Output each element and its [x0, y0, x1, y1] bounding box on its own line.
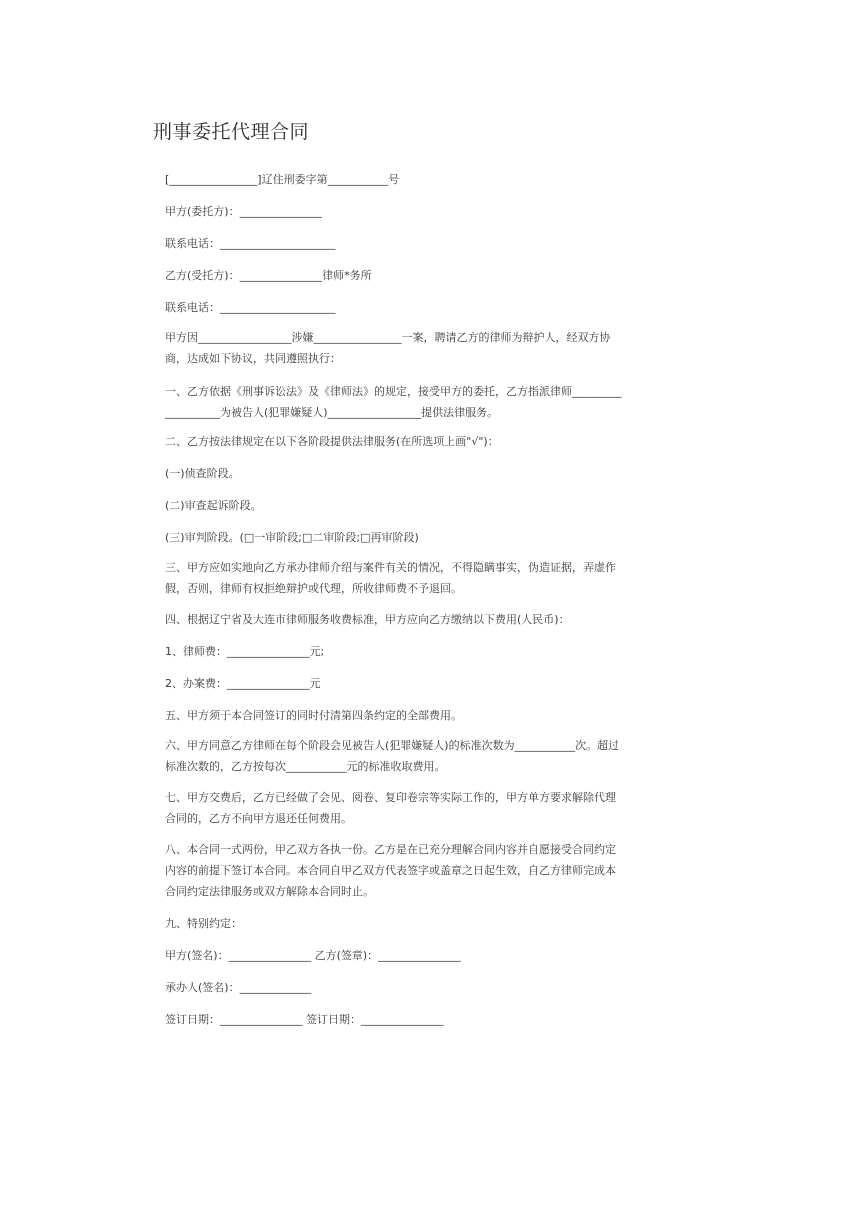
party-a-phone-line: 联系电话：_____________________ — [165, 237, 336, 250]
clause-3-paragraph: 三、甲方应如实地向乙方承办律师介绍与案件有关的情况，不得隐瞒事实，伪造证据，弄虚作假，否则，律师有权拒绝辩护或代理，所收律师费不予退回。 — [165, 561, 616, 595]
clause-6-paragraph: 六、甲方同意乙方律师在每个阶段会见被告人(犯罪嫌疑人)的标准次数为___________次。超过标准次数的，乙方按每次___________元的标准收取费用。 — [165, 739, 620, 773]
signing-dates-line: 签订日期：_______________ 签订日期：_______________ — [165, 1013, 444, 1026]
fee-1-line: 1、律师费：_______________元; — [165, 645, 325, 658]
clause-5-paragraph: 五、甲方须于本合同签订的同时付清第四条约定的全部费用。 — [165, 709, 462, 722]
stage-2-line: (二)审查起诉阶段。 — [165, 499, 262, 512]
fee-2-line: 2、办案费：_______________元 — [165, 677, 321, 690]
stage-1-line: (一)侦查阶段。 — [165, 467, 240, 480]
party-b-phone-line: 联系电话：_____________________ — [165, 301, 336, 314]
handler-signature-line: 承办人(签名)：_____________ — [165, 981, 312, 994]
document-title: 刑事委托代理合同 — [153, 121, 310, 143]
case-number-line: [________________]辽住刑委字第___________号 — [165, 173, 400, 186]
stage-3-line: (三)审判阶段。(□一审阶段;□二审阶段;□再审阶段) — [165, 531, 419, 544]
clause-7-paragraph: 七、甲方交费后，乙方已经做了会见、阅卷、复印卷宗等实际工作的，甲方单方要求解除代理合同的，乙方不向甲方退还任何费用。 — [165, 791, 616, 825]
clause-9-line: 九、特别约定： — [165, 917, 242, 930]
clause-1-paragraph: 一、乙方依据《刑事诉讼法》及《律师法》的规定，接受甲方的委托，乙方指派律师___________________为被告人(犯罪嫌疑人)_________________提供法律服务。 — [165, 385, 622, 419]
clause-4-paragraph: 四、根据辽宁省及大连市律师服务收费标准，甲方应向乙方缴纳以下费用(人民币)： — [165, 613, 570, 626]
party-a-line: 甲方(委托方)：_______________ — [165, 205, 323, 218]
clause-8-paragraph: 八、本合同一式两份，甲乙双方各执一份。乙方是在已充分理解合同内容并自愿接受合同约定内容的前提下签订本合同。本合同自甲乙双方代表签字或盖章之日起生效，自乙方律师完成本合同约定法律服务或双方解除本合同时止。 — [165, 843, 616, 898]
clause-2-paragraph: 二、乙方按法律规定在以下各阶段提供法律服务(在所选项上画"√")： — [165, 435, 499, 448]
intro-paragraph: 甲方因_________________涉嫌________________一案，聘请乙方的律师为辩护人，经双方协商，达成如下协议，共同遵照执行： — [165, 331, 611, 365]
signatures-line: 甲方(签名)：_______________ 乙方(签章)：_______________ — [165, 949, 461, 962]
party-b-line: 乙方(受托方)：_______________律师*务所 — [165, 269, 372, 282]
